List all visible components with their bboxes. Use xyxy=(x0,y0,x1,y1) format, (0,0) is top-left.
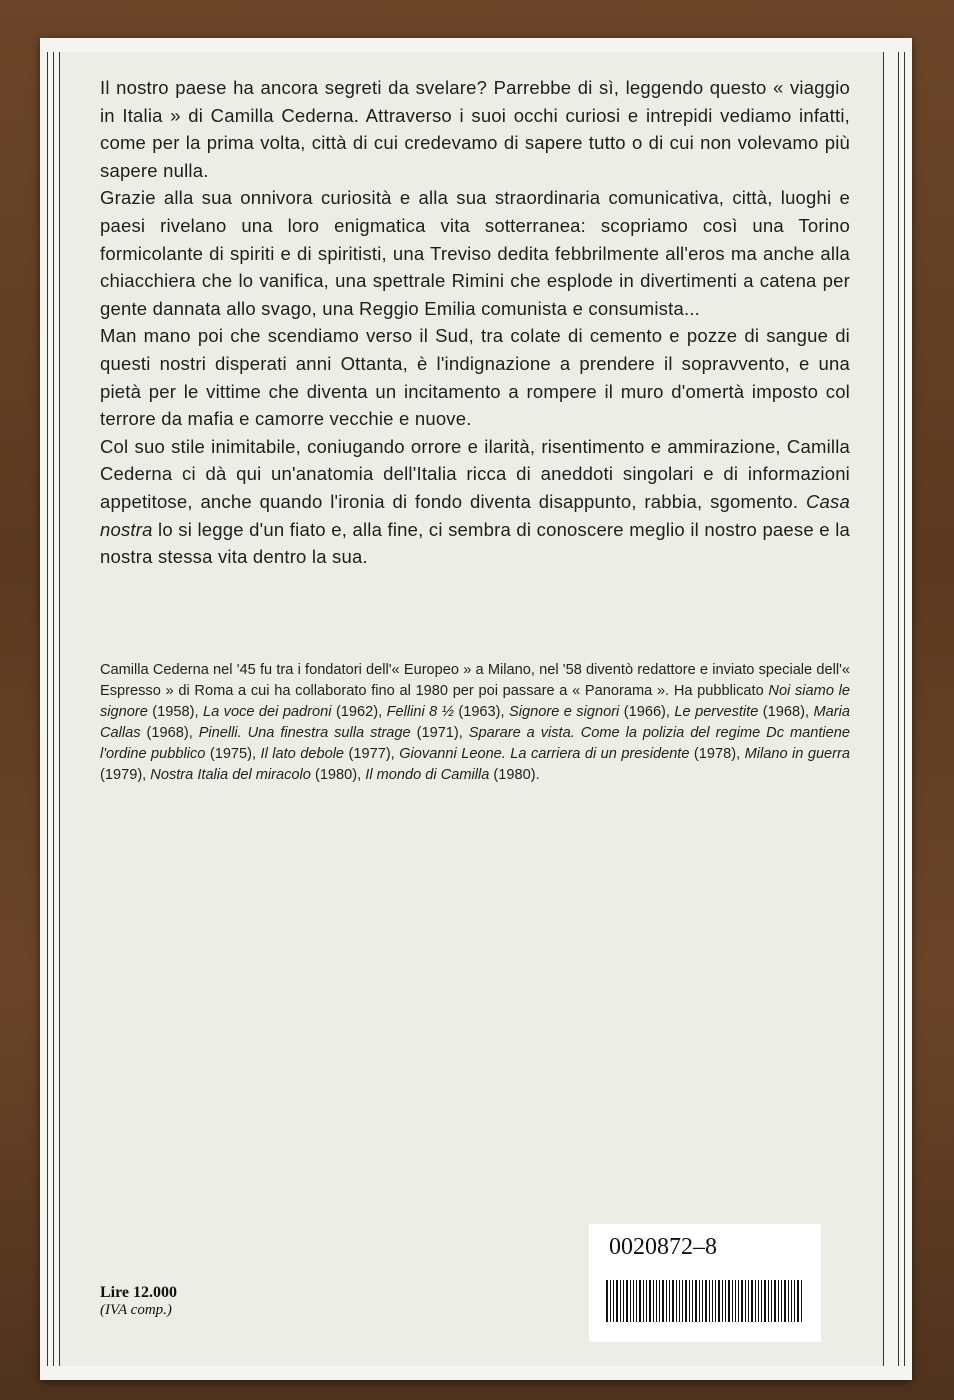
cover-panel xyxy=(59,52,884,1366)
bio-text: (1963), xyxy=(453,704,510,720)
book-title: Casa nostra xyxy=(100,490,850,540)
price-label: Lire 12.000 xyxy=(100,1284,178,1301)
cover-border-line xyxy=(898,52,899,1366)
cover-border-line xyxy=(904,52,905,1366)
bio-text: (1968), xyxy=(140,725,199,741)
book-title: Fellini 8 ½ xyxy=(386,704,454,720)
book-title: La voce dei padroni xyxy=(202,704,332,720)
book-title: Pinelli. Una finestra sulla strage xyxy=(198,725,411,741)
vat-note: (IVA comp.) xyxy=(100,1302,172,1318)
blurb-paragraph xyxy=(100,433,850,571)
bio-text: (1979), xyxy=(100,767,151,783)
bio-text: (1971), xyxy=(410,725,469,741)
book-title: Giovanni Leone. La carriera di un presidente xyxy=(399,746,690,762)
author-bio xyxy=(100,660,850,786)
blurb-text: lo si legge d'un fiato e, alla fine, ci sembra di conoscere meglio il nostro paese e la nostra stessa vita dentro la sua. xyxy=(100,518,850,568)
price-block xyxy=(100,1284,177,1319)
book-title: Il lato debole xyxy=(260,746,345,762)
book-title: Noi siamo le signore xyxy=(100,683,850,720)
barcode-number: 0020872–8 xyxy=(609,1234,717,1260)
book-title: Maria Callas xyxy=(100,704,850,741)
book-title: Sparare a vista. Come la polizia del regime Dc mantiene l'ordine pubblico xyxy=(100,725,850,762)
blurb-text: Col suo stile inimitabile, coniugando orrore e ilarità, risentimento e ammirazione, Camilla Cederna ci dà qui un'anatomia dell'Italia ricca di aneddoti singolari e di informazioni appetitose, anche quando l'ironia di fondo diventa disappunto, rabbia, sgomento. xyxy=(100,435,850,512)
book-title: Milano in guerra xyxy=(744,746,851,762)
blurb-paragraph: Il nostro paese ha ancora segreti da svelare? Parrebbe di sì, leggendo questo « viaggio in Italia » di Camilla Cederna. Attraverso i suoi occhi curiosi e intrepidi vediamo infatti, come per la prima volta, città di cui credevamo di sapere tutto o di cui non volevamo più sapere nulla. xyxy=(100,77,850,181)
book-title: Nostra Italia del miracolo xyxy=(150,767,311,783)
bio-text: (1977), xyxy=(344,746,400,762)
cover-border-line xyxy=(53,52,54,1366)
bio-text: Camilla Cederna nel '45 fu tra i fondatori dell'« Europeo » a Milano, nel '58 diventò redattore e inviato speciale dell'« Espresso » di Roma a cui ha collaborato fino al 1980 per poi passare a « Panorama ». Ha pubblicato xyxy=(100,662,850,699)
book-title: Signore e signori xyxy=(509,704,620,720)
barcode-icon xyxy=(606,1280,804,1322)
bio-text: (1962), xyxy=(331,704,387,720)
barcode-sticker xyxy=(589,1224,821,1342)
bio-text: (1978), xyxy=(689,746,745,762)
book-back-cover xyxy=(40,38,912,1380)
bio-text: (1958), xyxy=(147,704,203,720)
blurb-paragraph: Grazie alla sua onnivora curiosità e alla sua straordinaria comunicativa, città, luoghi e paesi rivelano una loro enigmatica vita sotterranea: scopriamo così una Torino formicolante di spiriti e di spiritisti, una Treviso dedita febbrilmente all'eros ma anche alla chiacchiera che lo vanifica, una spettrale Rimini che esplode in divertimenti a catena per gente dannata allo svago, una Reggio Emilia comunista e consumista... xyxy=(100,187,850,319)
bio-text: (1968), xyxy=(758,704,814,720)
bio-text: (1980), xyxy=(310,767,366,783)
book-blurb xyxy=(100,74,850,571)
blurb-paragraph: Man mano poi che scendiamo verso il Sud, tra colate di cemento e pozze di sangue di questi nostri disperati anni Ottanta, è l'indignazione a prendere il sopravvento, e una pietà per le vittime che diventa un incitamento a rompere il muro d'omertà imposto col terrore da mafia e camorre vecchie e nuove. xyxy=(100,325,850,430)
bio-text: (1980). xyxy=(489,767,540,783)
cover-border-line xyxy=(47,52,48,1366)
bio-text: (1975), xyxy=(205,746,261,762)
book-title: Il mondo di Camilla xyxy=(365,767,490,783)
bio-text: (1966), xyxy=(619,704,675,720)
book-title: Le pervestite xyxy=(674,704,759,720)
